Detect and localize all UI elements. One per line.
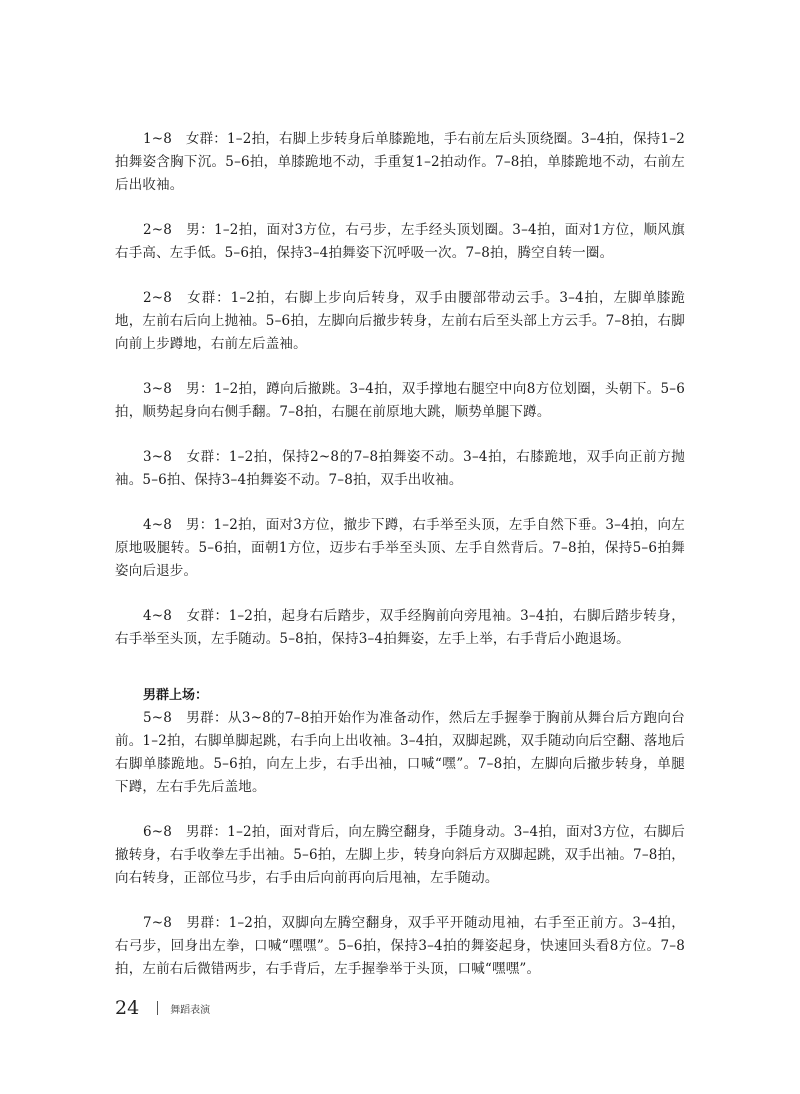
paragraph-2-8-man: 2~8 男：1–2拍，面对3方位，右弓步，左手经头顶划圈。3–4拍，面对1方位，顺风旗右手高、左手低。5–6拍，保持3–4拍舞姿下沉呼吸一次。7–8拍，腾空自转一圈。 bbox=[115, 222, 685, 261]
paragraph-1-8-women: 1~8 女群：1–2拍，右脚上步转身后单膝跪地，手右前左后头顶绕圈。3–4拍，保持1–2拍舞姿含胸下沉。5–6拍，单膝跪地不动，手重复1–2拍动作。7–8拍，单膝跪地不动，右前左后出收袖。 bbox=[115, 131, 685, 193]
section-heading-men-enter: 男群上场： bbox=[143, 688, 209, 703]
paragraph-4-8-women: 4~8 女群：1–2拍，起身右后踏步，双手经胸前向旁甩袖。3–4拍，右脚后踏步转身，右手举至头顶，左手随动。5–8拍，保持3–4拍舞姿，左手上举，右手背后小跑退场。 bbox=[115, 608, 685, 647]
main-text bbox=[115, 128, 685, 1003]
page-footer bbox=[115, 996, 210, 1020]
paragraph-3-8-women: 3~8 女群：1–2拍，保持2~8的7–8拍舞姿不动。3–4拍，右膝跪地，双手向正前方抛袖。5–6拍、保持3–4拍舞姿不动。7–8拍，双手出收袖。 bbox=[115, 449, 685, 488]
paragraph-4-8-man: 4~8 男：1–2拍，面对3方位，撤步下蹲，右手举至头顶，左手自然下垂。3–4拍，向左原地吸腿转。5–6拍，面朝1方位，迈步右手举至头顶、左手自然背后。7–8拍，保持5–6拍舞姿向后退步。 bbox=[115, 517, 685, 579]
paragraph-3-8-man: 3~8 男：1–2拍，蹲向后撤跳。3–4拍，双手撑地右腿空中向8方位划圈，头朝下。5–6拍，顺势起身向右侧手翻。7–8拍，右腿在前原地大跳，顺势单腿下蹲。 bbox=[115, 381, 685, 420]
paragraph-5-8-men: 5~8 男群：从3~8的7–8拍开始作为准备动作，然后左手握拳于胸前从舞台后方跑向台前。1–2拍，右脚单脚起跳，右手向上出收袖。3–4拍，双脚起跳，双手随动向后空翻、落地后右脚单膝跪地。5–6拍，向左上步，右手出袖，口喊“嘿”。7–8拍，左脚向后撤步转身，单腿下蹲，左右手先后盖地。 bbox=[115, 710, 685, 795]
footer-divider bbox=[157, 1001, 158, 1015]
page-number: 24 bbox=[115, 997, 140, 1019]
running-section-title: 舞蹈表演 bbox=[170, 1004, 211, 1016]
paragraph-2-8-women: 2~8 女群：1–2拍，右脚上步向后转身，双手由腰部带动云手。3–4拍，左脚单膝跪地，左前右后向上抛袖。5–6拍，左脚向后撤步转身，左前右后至头部上方云手。7–8拍，右脚向前上步蹲地，右前左后盖袖。 bbox=[115, 290, 685, 352]
paragraph-6-8-men: 6~8 男群：1–2拍，面对背后，向左腾空翻身，手随身动。3–4拍，面对3方位，右脚后撤转身，右手收拳左手出袖。5–6拍，左脚上步，转身向斜后方双脚起跳，双手出袖。7–8拍，向右转身，正部位马步，右手由后向前再向后甩袖，左手随动。 bbox=[115, 824, 685, 886]
paragraph-7-8-men: 7~8 男群：1–2拍，双脚向左腾空翻身，双手平开随动甩袖，右手至正前方。3–4拍，右弓步，回身出左拳，口喊“嘿嘿”。5–6拍，保持3–4拍的舞姿起身，快速回头看8方位。7–8拍，左前右后微错两步，右手背后，左手握拳举于头顶，口喊“嘿嘿”。 bbox=[115, 915, 685, 977]
